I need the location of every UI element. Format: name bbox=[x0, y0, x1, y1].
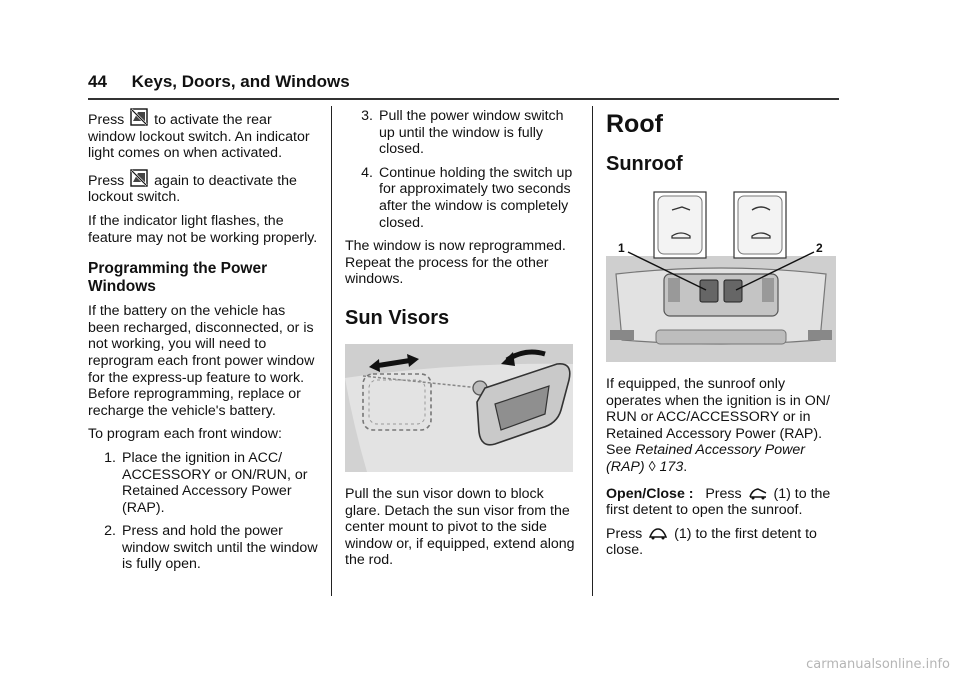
paragraph-open-close: Open/Close : Press (1) to the first detent to open the sunroof. bbox=[606, 485, 831, 519]
paragraph-reprogrammed: The window is now reprogrammed. Repeat the process for the other windows. bbox=[345, 238, 566, 288]
column-2 bbox=[345, 108, 577, 576]
column-divider bbox=[331, 106, 332, 596]
paragraph-lockout-activate: Press to activate the rear window lockout switch. An indicator light comes on when activated. bbox=[88, 108, 320, 162]
callout-2: 2 bbox=[816, 241, 823, 255]
page-header bbox=[88, 72, 839, 92]
sunroof-switch-illustration bbox=[606, 190, 836, 362]
cross-reference-link[interactable]: Retained Accessory Power (RAP) bbox=[606, 442, 806, 475]
sun-visor-illustration bbox=[345, 344, 573, 472]
column-divider bbox=[592, 106, 593, 596]
paragraph-lockout-deactivate: Press again to deactivate the lockout switch. bbox=[88, 169, 320, 206]
paragraph-close: Press (1) to the first detent to close. bbox=[606, 525, 817, 559]
sunroof-open-icon bbox=[748, 486, 768, 500]
sunroof-close-icon bbox=[648, 526, 668, 540]
paragraph-program-intro: To program each front window: bbox=[88, 426, 282, 443]
callout-1: 1 bbox=[618, 241, 625, 255]
page-number: 44 bbox=[88, 72, 107, 91]
watermark: carmanualsonline.info bbox=[806, 657, 950, 672]
paragraph-sun-visor: Pull the sun visor down to block glare. Detach the sun visor from the center mount to pivot to the side window or, if equipped, extend along the rod. bbox=[345, 485, 575, 569]
column-1 bbox=[88, 108, 320, 580]
header-rule bbox=[88, 98, 839, 100]
open-close-label: Open/Close : bbox=[606, 485, 694, 502]
list-item: 1. Place the ignition in ACC/ ACCESSORY or ON/RUN, or Retained Accessory Power (RAP). bbox=[104, 449, 308, 516]
column-3 bbox=[606, 108, 841, 566]
list-item: 3. Pull the power window switch up until the window is fully closed. bbox=[361, 108, 564, 158]
section-title: Keys, Doors, and Windows bbox=[131, 72, 350, 91]
window-lockout-icon bbox=[130, 108, 148, 126]
window-lockout-icon bbox=[130, 169, 148, 187]
heading-programming-power-windows: Programming the Power Windows bbox=[88, 260, 268, 296]
paragraph-battery: If the battery on the vehicle has been recharged, disconnected, or is not working, you will need to reprogram each front power window for the express-up feature to work. Before reprogramming, replace or recharge the vehicle's battery. bbox=[88, 303, 315, 419]
page-reference[interactable]: 173 bbox=[659, 458, 684, 475]
heading-sun-visors: Sun Visors bbox=[345, 306, 450, 329]
heading-roof: Roof bbox=[606, 110, 663, 138]
paragraph-sunroof-ignition: If equipped, the sunroof only operates when the ignition is in ON/ RUN or ACC/ACCESSORY or in Retained Accessory Power (RAP). See Retained Accessory Power (RAP) ◊ 173. bbox=[606, 376, 830, 475]
heading-sunroof: Sunroof bbox=[606, 153, 683, 175]
list-item: 4. Continue holding the switch up for approximately two seconds after the window is completely closed. bbox=[361, 164, 573, 231]
list-item: 2. Press and hold the power window switch until the window is fully open. bbox=[104, 523, 318, 573]
paragraph-indicator-flash: If the indicator light flashes, the feature may not be working properly. bbox=[88, 212, 318, 246]
